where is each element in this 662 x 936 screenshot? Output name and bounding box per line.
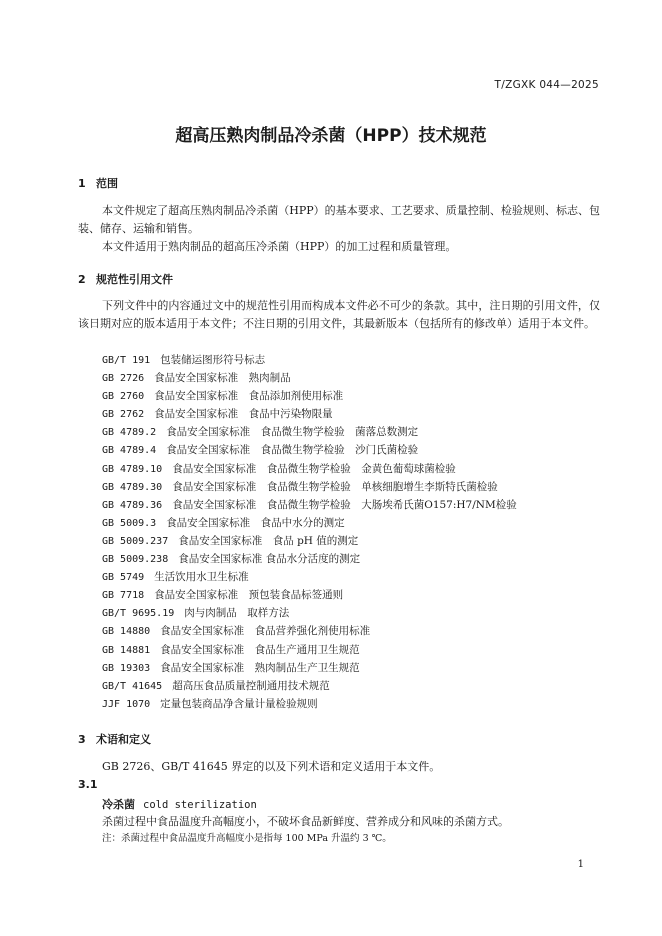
- reference-item: [102, 695, 517, 713]
- reference-title: 肉与肉制品 取样方法: [184, 607, 290, 620]
- reference-code: GB 4789.2: [102, 427, 157, 439]
- section-3-heading: [78, 731, 151, 747]
- terms-intro: GB 2726、GB/T 41645 界定的以及下列术语和定义适用于本文件。: [102, 760, 441, 773]
- term-number: 3.1: [78, 778, 98, 791]
- reference-code: GB/T 9695.19: [102, 608, 175, 620]
- section-2-heading: [78, 271, 173, 287]
- term-entry: [102, 796, 257, 812]
- reference-title: 食品安全国家标准 食品微生物学检验 沙门氏菌检验: [166, 444, 419, 457]
- reference-item: [102, 460, 517, 478]
- reference-item: [102, 441, 517, 459]
- reference-code: GB 4789.36: [102, 499, 163, 511]
- reference-item: [102, 622, 517, 640]
- document-title: 超高压熟肉制品冷杀菌（HPP）技术规范: [175, 126, 487, 146]
- reference-code: GB 5009.238: [102, 554, 169, 566]
- section-1-heading: [78, 175, 118, 191]
- document-code: T/ZGXK 044—2025: [494, 79, 599, 91]
- reference-title: 定量包装商品净含量计量检验规则: [160, 697, 318, 710]
- reference-item: [102, 586, 517, 604]
- section-number: 1: [78, 177, 86, 190]
- reference-item: [102, 514, 517, 532]
- reference-item: [102, 496, 517, 514]
- reference-title: 超高压食品质量控制通用技术规范: [172, 679, 330, 692]
- reference-item: [102, 641, 517, 659]
- reference-item: [102, 677, 517, 695]
- reference-item: [102, 351, 517, 369]
- reference-title: 食品安全国家标准 食品微生物学检验 大肠埃希氏菌O157:H7/NM检验: [172, 498, 517, 511]
- reference-item: [102, 604, 517, 622]
- section-title: 术语和定义: [96, 733, 151, 746]
- term-note: 注：杀菌过程中食品温度升高幅度小是指每 100 MPa 升温约 3 ℃。: [102, 833, 392, 844]
- reference-title: 食品安全国家标准 食品水分活度的测定: [178, 553, 361, 566]
- reference-code: GB 14881: [102, 644, 151, 656]
- reference-title: 食品安全国家标准 熟肉制品: [154, 372, 291, 385]
- reference-title: 食品安全国家标准 食品生产通用卫生规范: [160, 643, 360, 656]
- reference-title: 食品安全国家标准 食品微生物学检验 单核细胞增生李斯特氏菌检验: [172, 480, 498, 493]
- reference-code: GB 5009.3: [102, 517, 157, 529]
- reference-item: [102, 405, 517, 423]
- reference-item: [102, 369, 517, 387]
- reference-item: [102, 568, 517, 586]
- reference-title: 食品安全国家标准 食品微生物学检验 金黄色葡萄球菌检验: [172, 462, 456, 475]
- references-intro: 下列文件中的内容通过文中的规范性引用而构成本文件必不可少的条款。其中，注日期的引用文件，仅该日期对应的版本适用于本文件；不注日期的引用文件，其最新版本（包括所有的修改单）适用于本文件。: [78, 299, 600, 330]
- page-number: 1: [577, 859, 584, 870]
- reference-code: GB 14880: [102, 626, 151, 638]
- term-chinese: 冷杀菌: [102, 798, 135, 811]
- reference-code: GB 4789.10: [102, 463, 163, 475]
- reference-item: [102, 550, 517, 568]
- term-english: cold sterilization: [143, 799, 257, 811]
- reference-title: 食品安全国家标准 食品中污染物限量: [154, 408, 333, 421]
- section-number: 3: [78, 733, 86, 746]
- reference-title: 食品安全国家标准 食品微生物学检验 菌落总数测定: [166, 426, 419, 439]
- section-title: 范围: [96, 177, 118, 190]
- scope-paragraph-2: 本文件适用于熟肉制品的超高压冷杀菌（HPP）的加工过程和质量管理。: [102, 240, 457, 253]
- reference-code: GB 19303: [102, 662, 151, 674]
- reference-code: GB 2760: [102, 391, 145, 403]
- reference-code: GB 4789.30: [102, 481, 163, 493]
- reference-item: [102, 387, 517, 405]
- reference-item: [102, 423, 517, 441]
- reference-title: 食品安全国家标准 食品中水分的测定: [166, 516, 345, 529]
- reference-code: GB 5749: [102, 572, 145, 584]
- reference-item: [102, 532, 517, 550]
- reference-code: GB/T 41645: [102, 680, 163, 692]
- section-number: 2: [78, 273, 86, 286]
- section-title: 规范性引用文件: [96, 273, 173, 286]
- reference-code: GB 4789.4: [102, 445, 157, 457]
- reference-code: GB 5009.237: [102, 535, 169, 547]
- reference-title: 食品安全国家标准 食品营养强化剂使用标准: [160, 625, 371, 638]
- reference-code: JJF 1070: [102, 698, 151, 710]
- scope-paragraph-1: 本文件规定了超高压熟肉制品冷杀菌（HPP）的基本要求、工艺要求、质量控制、检验规则、标志、包装、储存、运输和销售。: [78, 204, 600, 235]
- reference-title: 包装储运图形符号标志: [160, 354, 266, 366]
- reference-title: 食品安全国家标准 预包装食品标签通则: [154, 589, 344, 602]
- reference-title: 食品安全国家标准 食品 pH 值的测定: [178, 534, 359, 547]
- reference-code: GB 2762: [102, 409, 145, 421]
- reference-item: [102, 478, 517, 496]
- reference-code: GB 7718: [102, 590, 145, 602]
- reference-code: GB/T 191: [102, 355, 151, 366]
- term-definition: 杀菌过程中食品温度升高幅度小，不破坏食品新鲜度、营养成分和风味的杀菌方式。: [102, 815, 509, 828]
- reference-title: 食品安全国家标准 熟肉制品生产卫生规范: [160, 661, 360, 674]
- reference-list: [102, 351, 517, 713]
- reference-title: 食品安全国家标准 食品添加剂使用标准: [154, 390, 344, 403]
- reference-title: 生活饮用水卫生标准: [154, 571, 249, 584]
- reference-code: GB 2726: [102, 373, 145, 385]
- reference-item: [102, 659, 517, 677]
